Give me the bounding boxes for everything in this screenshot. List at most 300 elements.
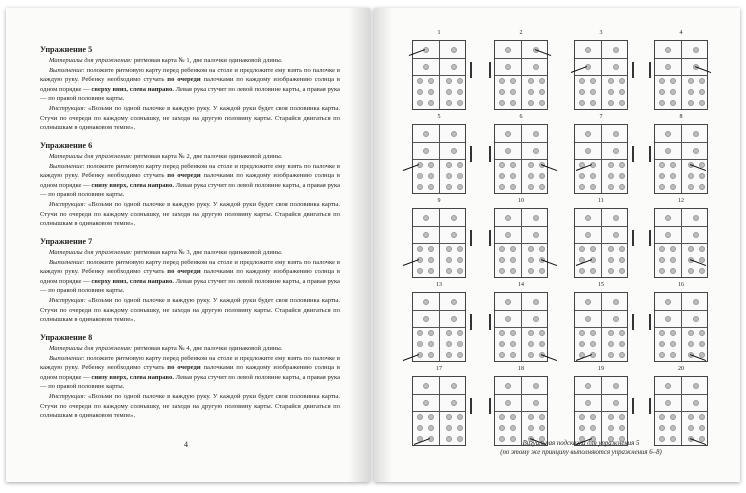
sun-dot <box>446 414 452 420</box>
sun-dot <box>670 341 676 347</box>
sun-dot <box>613 232 619 238</box>
sun-dot <box>699 173 705 179</box>
sun-dot <box>693 148 699 154</box>
materials-label: Материалы для упражнения: <box>49 57 133 64</box>
exercise-title: Упражнение 7 <box>40 237 93 246</box>
card-number: 19 <box>598 366 604 372</box>
sun-dot <box>417 268 423 274</box>
rhythm-board <box>654 124 708 194</box>
sun-dot <box>423 131 429 137</box>
hand-marker <box>632 314 634 330</box>
rhythm-card <box>636 366 726 450</box>
sun-dot <box>608 89 614 95</box>
rhythm-card <box>394 30 484 114</box>
execution-paragraph <box>40 354 340 392</box>
sun-dot <box>590 268 596 274</box>
card-number: 14 <box>518 282 524 288</box>
sun-dot <box>590 330 596 336</box>
sun-dot <box>423 299 429 305</box>
sun-dot <box>585 316 591 322</box>
instruction-paragraph <box>40 104 340 133</box>
sun-dot <box>499 352 505 358</box>
sun-dot <box>613 64 619 70</box>
instruction-paragraph <box>40 392 340 421</box>
sun-dot <box>693 232 699 238</box>
execution-paragraph <box>40 162 340 200</box>
card-number: 10 <box>518 198 524 204</box>
sun-dot <box>505 383 511 389</box>
sun-dot <box>417 78 423 84</box>
sun-dot <box>451 64 457 70</box>
sun-dot <box>499 173 505 179</box>
sun-dot <box>659 100 665 106</box>
sun-dot <box>510 352 516 358</box>
instruction-text: «Возьми по одной палочке в каждую руку. У каждой руки будет своя половинка карты. Стучи по очереди по каждому солнышку, не заходя на другую половину карты. Старайся двигаться по солнышкам в одинаковом темпе». <box>40 296 340 324</box>
rhythm-board <box>574 208 628 278</box>
sun-dot <box>451 316 457 322</box>
hand-marker <box>470 314 472 330</box>
sun-dot <box>423 400 429 406</box>
hand-marker <box>649 314 651 330</box>
rhythm-card <box>476 114 566 198</box>
hand-marker <box>470 398 472 414</box>
sun-dot <box>499 414 505 420</box>
rhythm-card <box>636 30 726 114</box>
sun-dot <box>693 316 699 322</box>
sun-dot <box>608 268 614 274</box>
sun-dot <box>608 352 614 358</box>
sun-dot <box>688 246 694 252</box>
sun-dot <box>457 352 463 358</box>
instruction-text: «Возьми по одной палочке в каждую руку. У каждой руки будет своя половинка карты. Стучи по очереди по каждому солнышку, не заходя на другую половину карты. Старайся двигаться по солнышкам в одинаковом темпе». <box>40 104 340 132</box>
sun-dot <box>608 330 614 336</box>
execution-label: Выполнение: <box>49 354 85 362</box>
card-number: 20 <box>678 366 684 372</box>
sun-dot <box>613 299 619 305</box>
sun-dot <box>613 215 619 221</box>
sun-dot <box>585 400 591 406</box>
sun-dot <box>428 100 434 106</box>
sun-dot <box>510 89 516 95</box>
sun-dot <box>688 414 694 420</box>
rhythm-card <box>394 366 484 450</box>
sun-dot <box>510 162 516 168</box>
sun-dot <box>659 173 665 179</box>
execution-emphasis: по очереди <box>167 364 201 372</box>
card-number: 8 <box>679 114 683 120</box>
sun-dot <box>417 330 423 336</box>
sun-dot <box>619 330 625 336</box>
materials-text: ритмовая карта № 3, две палочки одинаковой длины. <box>132 249 283 256</box>
exercise-title: Упражнение 5 <box>40 45 93 54</box>
sun-dot <box>585 215 591 221</box>
sun-dot <box>428 173 434 179</box>
sun-dot <box>608 78 614 84</box>
sun-dot <box>446 173 452 179</box>
sun-dot <box>423 215 429 221</box>
sun-dot <box>659 268 665 274</box>
instruction-paragraph <box>40 296 340 325</box>
sun-dot <box>613 148 619 154</box>
figure-caption <box>456 439 706 457</box>
materials-text: ритмовая карта № 2, две палочки одинаковой длины. <box>132 153 283 160</box>
execution-emphasis: сверху вниз, слева направо. <box>91 85 174 93</box>
sun-dot <box>510 173 516 179</box>
execution-emphasis: снизу вверх, слева направо. <box>91 373 175 381</box>
sun-dot <box>499 246 505 252</box>
sun-dot <box>499 425 505 431</box>
card-number: 4 <box>679 30 683 36</box>
sun-dot <box>423 232 429 238</box>
sun-dot <box>665 148 671 154</box>
sun-dot <box>693 400 699 406</box>
card-number: 5 <box>437 114 441 120</box>
sun-dot <box>528 184 534 190</box>
card-number: 7 <box>599 114 603 120</box>
sun-dot <box>528 162 534 168</box>
sun-dot <box>693 383 699 389</box>
rhythm-board <box>412 376 466 446</box>
sun-dot <box>505 215 511 221</box>
rhythm-card <box>394 282 484 366</box>
sun-dot <box>533 316 539 322</box>
card-number: 12 <box>678 198 684 204</box>
sun-dot <box>505 47 511 53</box>
sun-dot <box>619 425 625 431</box>
rhythm-board <box>494 208 548 278</box>
sun-dot <box>590 425 596 431</box>
sun-dot <box>510 246 516 252</box>
sun-dot <box>688 330 694 336</box>
sun-dot <box>428 425 434 431</box>
sun-dot <box>665 215 671 221</box>
execution-text: положите ритмовую карту перед ребенком на столе и предложите ему взять по палочке в каждую руку. Ребенку необходимо стучать <box>40 66 340 84</box>
sun-dot <box>505 232 511 238</box>
rhythm-card <box>476 30 566 114</box>
sun-dot <box>423 316 429 322</box>
materials-label: Материалы для упражнения: <box>49 249 133 256</box>
sun-dot <box>670 184 676 190</box>
sun-dot <box>446 162 452 168</box>
rhythm-card <box>556 282 646 366</box>
execution-emphasis: снизу вверх, слева направо. <box>91 181 175 189</box>
instruction-label: Инструкция: <box>49 200 86 208</box>
sun-dot <box>670 268 676 274</box>
sun-dot <box>457 341 463 347</box>
sun-dot <box>590 184 596 190</box>
execution-text: Левая рука стучит по левой половине карты, а правая рука — по правой половине карты. <box>40 277 340 295</box>
sun-dot <box>590 414 596 420</box>
sun-dot <box>619 414 625 420</box>
sun-dot <box>665 299 671 305</box>
execution-label: Выполнение: <box>49 162 85 170</box>
rhythm-card <box>556 198 646 282</box>
hand-marker <box>649 398 651 414</box>
sun-dot <box>457 184 463 190</box>
execution-emphasis: по очереди <box>167 172 201 180</box>
hand-marker <box>489 62 491 78</box>
sun-dot <box>699 414 705 420</box>
exercise-title: Упражнение 6 <box>40 141 93 150</box>
sun-dot <box>665 383 671 389</box>
sun-dot <box>505 64 511 70</box>
caption-title: Визуальная подсказка для упражнения 5 <box>522 440 640 447</box>
sun-dot <box>608 100 614 106</box>
sun-dot <box>499 162 505 168</box>
execution-text: Левая рука стучит по левой половине карты, а правая рука — по правой половине карты. <box>40 181 340 199</box>
sun-dot <box>699 89 705 95</box>
sun-dot <box>510 100 516 106</box>
sun-dot <box>699 100 705 106</box>
sun-dot <box>619 268 625 274</box>
rhythm-card <box>476 198 566 282</box>
sun-dot <box>579 330 585 336</box>
materials-label: Материалы для упражнения: <box>49 153 133 160</box>
sun-dot <box>446 78 452 84</box>
sun-dot <box>693 299 699 305</box>
sun-dot <box>613 400 619 406</box>
hand-marker <box>649 230 651 246</box>
execution-text: положите ритмовую карту перед ребенком на столе и предложите ему взять по палочке в каждую руку. Ребенку необходимо стучать <box>40 162 340 180</box>
sun-dot <box>608 246 614 252</box>
execution-text: Левая рука стучит по левой половине карты, а правая рука — по правой половине карты. <box>40 85 340 103</box>
sun-dot <box>457 162 463 168</box>
card-number: 18 <box>518 366 524 372</box>
sun-dot <box>539 184 545 190</box>
sun-dot <box>659 425 665 431</box>
exercise-block <box>40 236 340 325</box>
sun-dot <box>585 232 591 238</box>
sun-dot <box>505 131 511 137</box>
caption-note: (по этому же принципу выполняются упражнения 6–8) <box>500 449 662 456</box>
sun-dot <box>670 162 676 168</box>
sun-dot <box>423 64 429 70</box>
rhythm-board <box>654 292 708 362</box>
sun-dot <box>423 148 429 154</box>
sun-dot <box>533 299 539 305</box>
sun-dot <box>590 173 596 179</box>
sun-dot <box>533 383 539 389</box>
sun-dot <box>693 47 699 53</box>
sun-dot <box>659 162 665 168</box>
exercise-title: Упражнение 8 <box>40 333 93 342</box>
sun-dot <box>670 257 676 263</box>
sun-dot <box>590 78 596 84</box>
sun-dot <box>423 383 429 389</box>
card-number: 16 <box>678 282 684 288</box>
card-number: 17 <box>436 366 442 372</box>
sun-dot <box>579 100 585 106</box>
sun-dot <box>428 162 434 168</box>
sun-dot <box>528 100 534 106</box>
sun-dot <box>499 268 505 274</box>
sun-dot <box>446 436 452 442</box>
rhythm-card <box>556 366 646 450</box>
sun-dot <box>579 341 585 347</box>
sun-dot <box>579 414 585 420</box>
rhythm-board <box>494 124 548 194</box>
sun-dot <box>585 131 591 137</box>
sun-dot <box>699 246 705 252</box>
rhythm-board <box>574 124 628 194</box>
sun-dot <box>457 100 463 106</box>
execution-text: палочками по каждому изображению солнца в одном порядке — <box>40 364 340 381</box>
sun-dot <box>451 299 457 305</box>
hand-marker <box>489 398 491 414</box>
sun-dot <box>585 148 591 154</box>
sun-dot <box>688 425 694 431</box>
sun-dot <box>505 400 511 406</box>
sun-dot <box>688 100 694 106</box>
sun-dot <box>579 78 585 84</box>
rhythm-board <box>654 208 708 278</box>
sun-dot <box>659 414 665 420</box>
hand-marker <box>649 146 651 162</box>
sun-dot <box>579 246 585 252</box>
materials-text: ритмовая карта № 4, две палочки одинаковой длины. <box>132 345 283 352</box>
card-number: 15 <box>598 282 604 288</box>
sun-dot <box>499 184 505 190</box>
rhythm-card <box>556 30 646 114</box>
exercise-block <box>40 332 340 421</box>
sun-dot <box>510 268 516 274</box>
page-number: 4 <box>184 440 188 449</box>
instruction-label: Инструкция: <box>49 392 86 400</box>
sun-dot <box>539 414 545 420</box>
hand-marker <box>470 230 472 246</box>
sun-dot <box>528 330 534 336</box>
sun-dot <box>579 425 585 431</box>
sun-dot <box>417 341 423 347</box>
sun-dot <box>457 330 463 336</box>
sun-dot <box>585 47 591 53</box>
sun-dot <box>446 268 452 274</box>
sun-dot <box>528 425 534 431</box>
sun-dot <box>539 425 545 431</box>
sun-dot <box>579 184 585 190</box>
sun-dot <box>528 414 534 420</box>
rhythm-board <box>494 292 548 362</box>
sun-dot <box>659 330 665 336</box>
hand-marker <box>632 230 634 246</box>
card-number: 11 <box>598 198 604 204</box>
sun-dot <box>665 232 671 238</box>
execution-text: Левая рука стучит по левой половине карты, а правая рука — по правой половине карты. <box>40 373 340 391</box>
sun-dot <box>428 246 434 252</box>
right-page <box>374 8 740 482</box>
hand-marker <box>632 398 634 414</box>
sun-dot <box>688 89 694 95</box>
sun-dot <box>665 131 671 137</box>
sun-dot <box>608 414 614 420</box>
card-number: 9 <box>437 198 441 204</box>
sun-dot <box>688 184 694 190</box>
sun-dot <box>499 257 505 263</box>
sun-dot <box>446 341 452 347</box>
materials-paragraph <box>40 56 340 66</box>
hand-marker <box>632 62 634 78</box>
sun-dot <box>670 173 676 179</box>
sun-dot <box>613 316 619 322</box>
instruction-label: Инструкция: <box>49 104 86 112</box>
rhythm-card <box>394 198 484 282</box>
sun-dot <box>457 257 463 263</box>
sun-dot <box>446 184 452 190</box>
sun-dot <box>590 341 596 347</box>
sun-dot <box>539 100 545 106</box>
sun-dot <box>585 383 591 389</box>
sun-dot <box>670 330 676 336</box>
sun-dot <box>608 257 614 263</box>
sun-dot <box>417 425 423 431</box>
sun-dot <box>533 131 539 137</box>
sun-dot <box>699 425 705 431</box>
sun-dot <box>451 131 457 137</box>
sun-dot <box>510 341 516 347</box>
sun-dot <box>446 100 452 106</box>
sun-dot <box>619 246 625 252</box>
sun-dot <box>446 352 452 358</box>
execution-text: палочками по каждому изображению солнца в одном порядке — <box>40 172 340 189</box>
sun-dot <box>585 299 591 305</box>
sun-dot <box>528 89 534 95</box>
sun-dot <box>428 78 434 84</box>
left-page <box>6 8 370 482</box>
sun-dot <box>499 330 505 336</box>
sun-dot <box>505 148 511 154</box>
execution-emphasis: по очереди <box>167 268 201 276</box>
sun-dot <box>505 316 511 322</box>
sun-dot <box>446 425 452 431</box>
sun-dot <box>539 246 545 252</box>
sun-dot <box>619 89 625 95</box>
sun-dot <box>608 425 614 431</box>
hand-marker <box>632 146 634 162</box>
execution-label: Выполнение: <box>49 258 85 266</box>
sun-dot <box>699 184 705 190</box>
materials-paragraph <box>40 248 340 258</box>
sun-dot <box>699 78 705 84</box>
sun-dot <box>613 131 619 137</box>
sun-dot <box>451 383 457 389</box>
materials-text: ритмовая карта № 1, две палочки одинаковой длины. <box>132 57 283 64</box>
card-number: 1 <box>437 30 441 36</box>
sun-dot <box>539 268 545 274</box>
sun-dot <box>533 400 539 406</box>
sun-dot <box>699 268 705 274</box>
execution-text: положите ритмовую карту перед ребенком на столе и предложите ему взять по палочке в каждую руку. Ребенку необходимо стучать <box>40 258 340 276</box>
sun-dot <box>451 47 457 53</box>
sun-dot <box>670 414 676 420</box>
hand-marker <box>489 314 491 330</box>
sun-dot <box>659 341 665 347</box>
sun-dot <box>428 257 434 263</box>
sun-dot <box>688 268 694 274</box>
rhythm-card <box>394 114 484 198</box>
sun-dot <box>688 78 694 84</box>
sun-dot <box>451 232 457 238</box>
sun-dot <box>619 184 625 190</box>
sun-dot <box>688 173 694 179</box>
execution-paragraph <box>40 258 340 296</box>
sun-dot <box>608 341 614 347</box>
sun-dot <box>446 246 452 252</box>
sun-dot <box>510 425 516 431</box>
sun-dot <box>505 299 511 305</box>
sun-dot <box>579 89 585 95</box>
instruction-paragraph <box>40 200 340 229</box>
hand-marker <box>649 62 651 78</box>
